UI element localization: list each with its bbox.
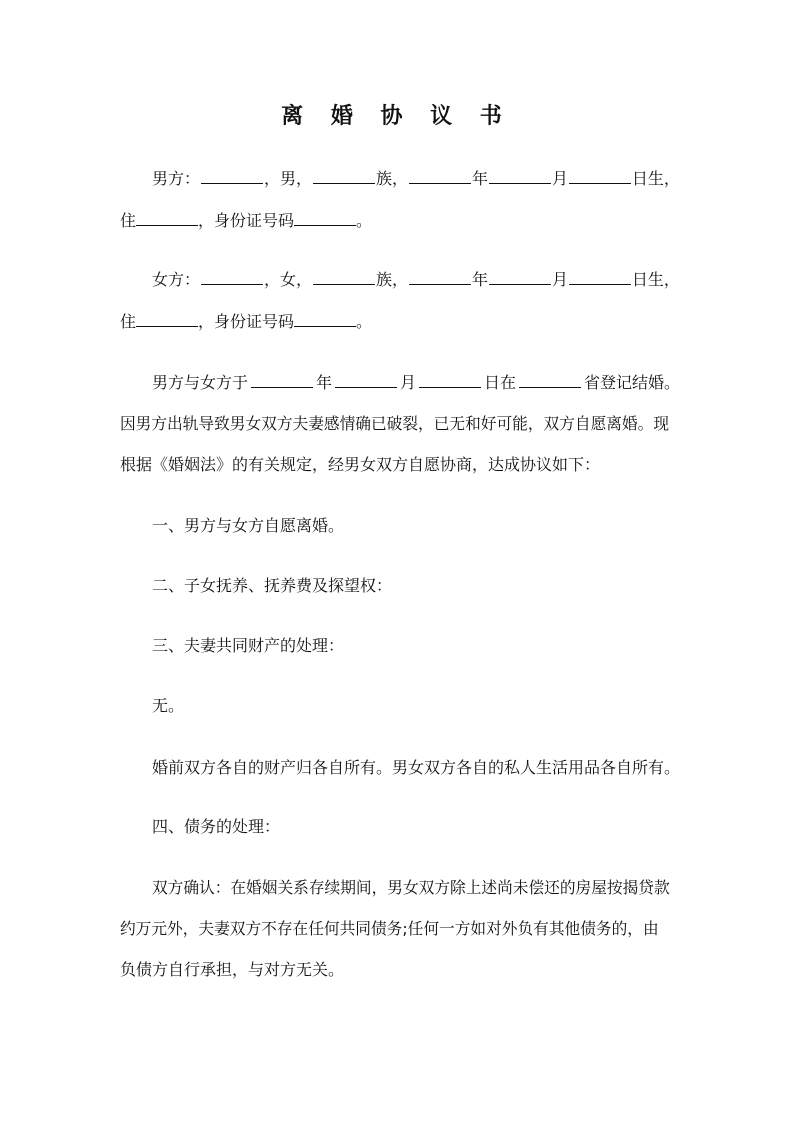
debt-line-3: 负债方自行承担，与对方无关。	[120, 960, 345, 979]
text-segment: ，女，	[263, 270, 312, 289]
text-segment: 月	[399, 373, 416, 392]
text-segment: 男方与女方于	[152, 373, 249, 392]
debt-line-2: 约万元外，夫妻双方不存在任何共同债务;任何一方如对外负有其他债务的，由	[120, 919, 659, 938]
blank-field[interactable]	[569, 268, 631, 285]
text-segment: 省登记结婚。	[583, 373, 680, 392]
debt-line-1: 双方确认：在婚姻关系存续期间，男女双方除上述尚未偿还的房屋按揭贷款	[152, 878, 670, 897]
text-segment: 年	[315, 373, 332, 392]
marriage-line-3: 根据《婚姻法》的有关规定，经男女双方自愿协商，达成协议如下：	[120, 455, 601, 474]
clause-1: 一、男方与女方自愿离婚。	[152, 516, 345, 535]
text-segment: 族，	[375, 169, 408, 188]
marriage-line-2: 因男方出轨导致男女双方夫妻感情确已破裂，已无和好可能，双方自愿离婚。现	[120, 414, 670, 433]
text-segment: ，身份证号码	[198, 312, 295, 331]
clause-3-none: 无。	[152, 696, 185, 715]
clause-3: 三、夫妻共同财产的处理：	[152, 636, 345, 655]
text-segment: 月	[551, 270, 568, 289]
blank-field[interactable]	[313, 268, 375, 285]
text-segment: 年	[471, 270, 488, 289]
blank-field[interactable]	[569, 167, 631, 184]
blank-field[interactable]	[136, 310, 198, 327]
blank-field[interactable]	[409, 167, 471, 184]
blank-field[interactable]	[294, 209, 356, 226]
blank-field[interactable]	[519, 371, 581, 388]
blank-field[interactable]	[294, 310, 356, 327]
text-segment: 。	[356, 312, 373, 331]
blank-field[interactable]	[335, 371, 397, 388]
text-segment: ，男，	[263, 169, 312, 188]
blank-field[interactable]	[136, 209, 198, 226]
text-segment: 族，	[375, 270, 408, 289]
text-segment: 日在	[483, 373, 516, 392]
blank-field[interactable]	[251, 371, 313, 388]
blank-field[interactable]	[313, 167, 375, 184]
text-segment: 。	[356, 211, 373, 230]
clause-4: 四、债务的处理：	[152, 817, 281, 836]
blank-field[interactable]	[201, 167, 263, 184]
text-segment: ，身份证号码	[198, 211, 295, 230]
text-segment: 女方：	[152, 270, 201, 289]
blank-field[interactable]	[489, 268, 551, 285]
document-title: 离 婚 协 议 书	[281, 104, 512, 129]
blank-field[interactable]	[201, 268, 263, 285]
clause-3-prenuptial: 婚前双方各自的财产归各自所有。男女双方各自的私人生活用品各自所有。	[152, 758, 681, 777]
woman-info-line-1	[152, 268, 680, 292]
text-segment: 日生，	[631, 270, 680, 289]
text-segment: 男方：	[152, 169, 201, 188]
man-info-line-1	[152, 167, 680, 191]
blank-field[interactable]	[409, 268, 471, 285]
man-info-line-2	[120, 209, 680, 233]
text-segment: 月	[551, 169, 568, 188]
text-segment: 日生，	[631, 169, 680, 188]
text-segment: 住	[120, 312, 137, 331]
woman-info-line-2	[120, 310, 680, 334]
blank-field[interactable]	[489, 167, 551, 184]
clause-2: 二、子女抚养、抚养费及探望权：	[152, 576, 393, 595]
blank-field[interactable]	[419, 371, 481, 388]
marriage-line-1	[152, 371, 680, 395]
text-segment: 住	[120, 211, 137, 230]
text-segment: 年	[471, 169, 488, 188]
